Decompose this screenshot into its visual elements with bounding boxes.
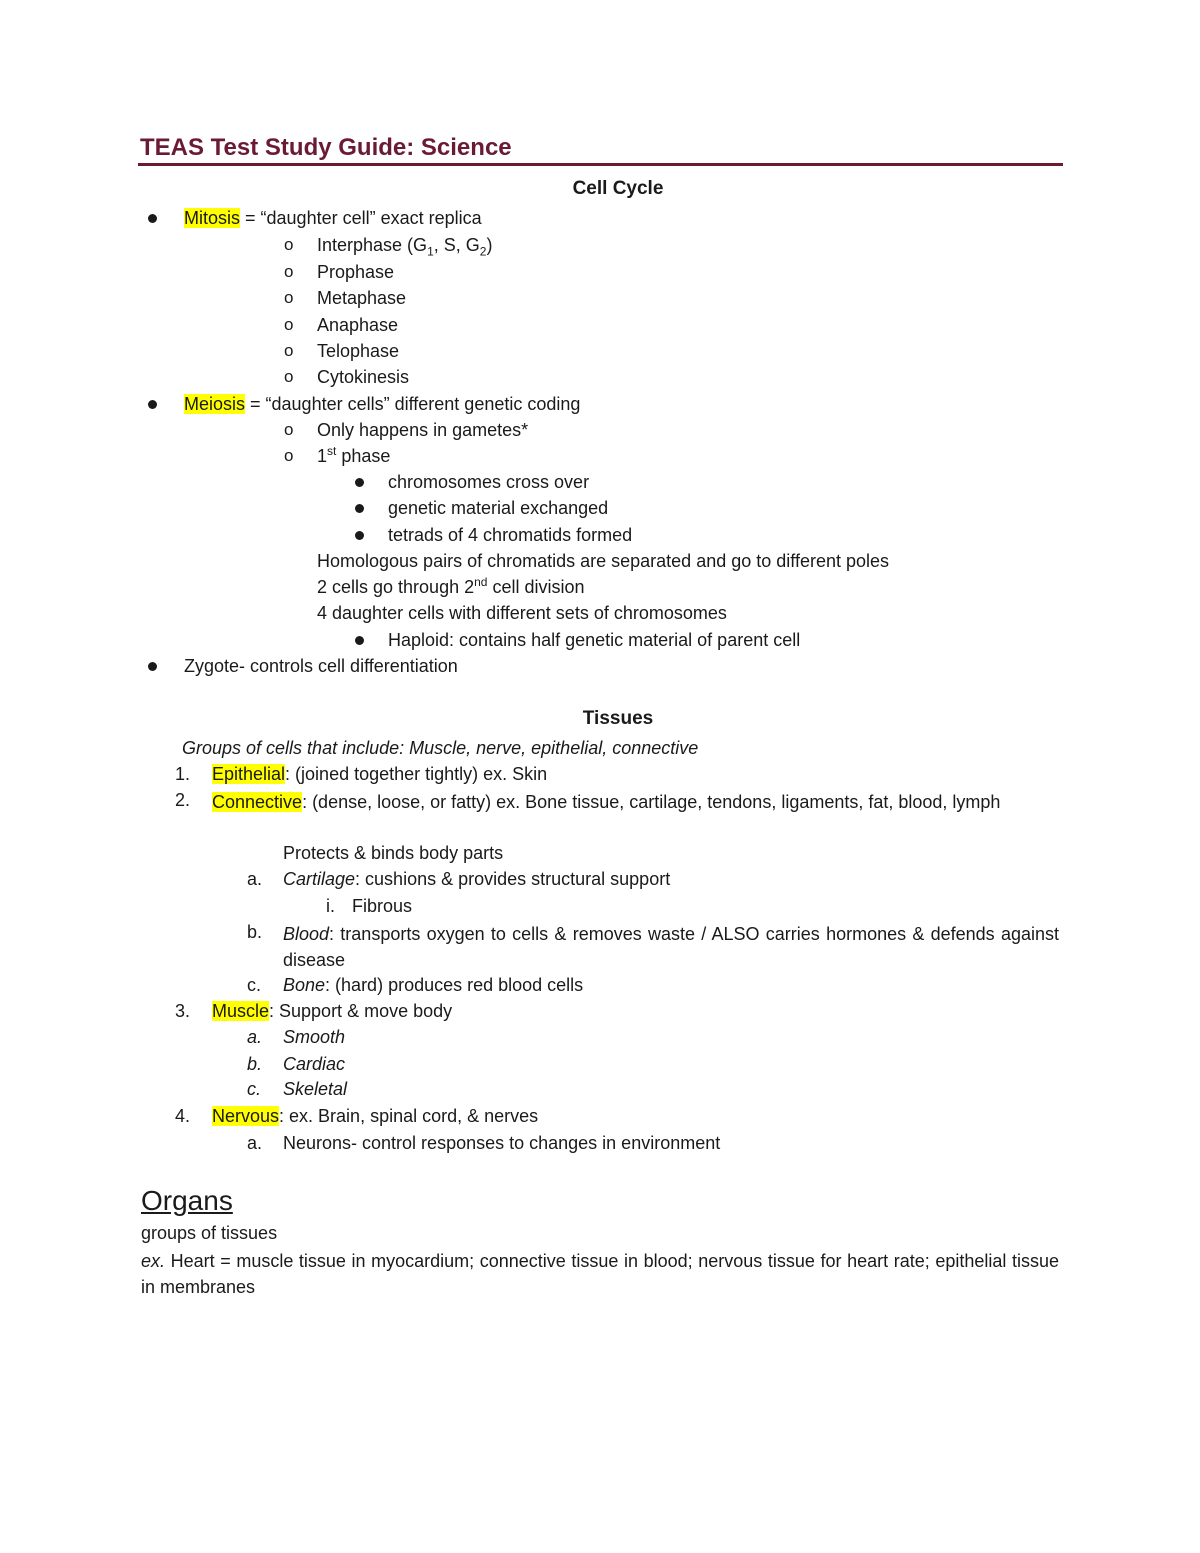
muscle-line: Muscle: Support & move body (212, 1001, 453, 1021)
mitosis-line (184, 207, 482, 229)
four-cells-text: 4 daughter cells with different sets of chromosomes (317, 603, 727, 623)
circle-bullet-icon: o (284, 420, 294, 439)
cell-cycle-heading: Cell Cycle (572, 178, 664, 199)
page-title: TEAS Test Study Guide: Science (140, 134, 512, 161)
epithelial-term: Epithelial (212, 764, 286, 784)
nervous-line: Nervous: ex. Brain, spinal cord, & nerves (212, 1106, 539, 1126)
bullet-icon (148, 662, 157, 671)
homologous-text: Homologous pairs of chromatids are separated and go to different poles (317, 551, 890, 571)
phase-interphase: Interphase ($G_1$, S, $G_2$) (317, 235, 493, 259)
phase-item: chromosomes cross over (388, 472, 590, 492)
meiosis-desc: = “daughter cells” different genetic coding (245, 394, 581, 414)
list-letter: b. (247, 1054, 263, 1074)
list-roman: i. (326, 896, 335, 916)
circle-bullet-icon: o (284, 367, 294, 386)
bullet-icon (148, 214, 157, 223)
phase-telophase: Telophase (317, 341, 400, 361)
bone-line: Bone: (hard) produces red blood cells (283, 975, 584, 995)
blood-line: Blood: transports oxygen to cells & removes waste / ALSO carries hormones & defends against disease (283, 924, 1059, 970)
meiosis-gametes: Only happens in gametes* (317, 420, 529, 440)
skeletal-text: Skeletal (283, 1079, 348, 1099)
connective-line: Connective: (dense, loose, or fatty) ex. Bone tissue, cartilage, tendons, ligaments, fat, blood, lymph (212, 792, 1001, 812)
list-number: 3. (175, 1001, 191, 1021)
phase-item: tetrads of 4 chromatids formed (388, 525, 633, 545)
connective-term: Connective (212, 792, 303, 812)
circle-bullet-icon: o (284, 446, 294, 465)
list-letter: c. (247, 975, 262, 995)
circle-bullet-icon: o (284, 341, 294, 360)
list-number: 1. (175, 764, 191, 784)
neurons-text: Neurons- control responses to changes in environment (283, 1133, 721, 1153)
list-letter: b. (247, 922, 263, 942)
smooth-text: Smooth (283, 1027, 346, 1047)
list-letter: a. (247, 869, 263, 889)
circle-bullet-icon: o (284, 315, 294, 334)
meiosis-term: Meiosis (184, 394, 246, 414)
organs-heading: Organs (141, 1185, 233, 1216)
bullet-icon (355, 531, 364, 540)
meiosis-line (184, 393, 580, 415)
list-number: 2. (175, 790, 191, 810)
phase-cytokinesis: Cytokinesis (317, 367, 410, 387)
haploid-text: Haploid: contains half genetic material of parent cell (388, 630, 801, 650)
list-letter: a. (247, 1133, 263, 1153)
circle-bullet-icon: o (284, 262, 294, 281)
bullet-icon (148, 400, 157, 409)
phase-metaphase: Metaphase (317, 288, 407, 308)
phase-anaphase: Anaphase (317, 315, 399, 335)
circle-bullet-icon: o (284, 235, 294, 254)
meiosis-first-phase: 1st phase (317, 444, 391, 466)
title-rule (138, 163, 1063, 166)
mitosis-term: Mitosis (184, 208, 241, 228)
mitosis-desc: = “daughter cell” exact replica (240, 208, 482, 228)
organs-example: ex. Heart = muscle tissue in myocardium; connective tissue in blood; nervous tissue for heart rate; epithelial tissue in membranes (141, 1251, 1059, 1297)
list-letter: a. (247, 1027, 263, 1047)
cartilage-line: Cartilage: cushions & provides structural support (283, 869, 671, 889)
muscle-term: Muscle (212, 1001, 270, 1021)
zygote-text: Zygote- controls cell differentiation (184, 656, 458, 676)
epithelial-line: Epithelial: (joined together tightly) ex. Skin (212, 764, 548, 784)
bullet-icon (355, 636, 364, 645)
phase-item: genetic material exchanged (388, 498, 609, 518)
second-division-text: 2 cells go through 2nd cell division (317, 575, 585, 597)
circle-bullet-icon: o (284, 288, 294, 307)
tissues-heading: Tissues (582, 708, 654, 729)
tissues-intro: Groups of cells that include: Muscle, nerve, epithelial, connective (182, 738, 699, 758)
list-number: 4. (175, 1106, 191, 1126)
fibrous-text: Fibrous (352, 896, 413, 916)
organs-subtitle: groups of tissues (141, 1223, 278, 1243)
phase-prophase: Prophase (317, 262, 395, 282)
cardiac-text: Cardiac (283, 1054, 346, 1074)
bullet-icon (355, 504, 364, 513)
list-letter: c. (247, 1079, 262, 1099)
bullet-icon (355, 478, 364, 487)
protects-line: Protects & binds body parts (283, 843, 504, 863)
nervous-term: Nervous (212, 1106, 280, 1126)
